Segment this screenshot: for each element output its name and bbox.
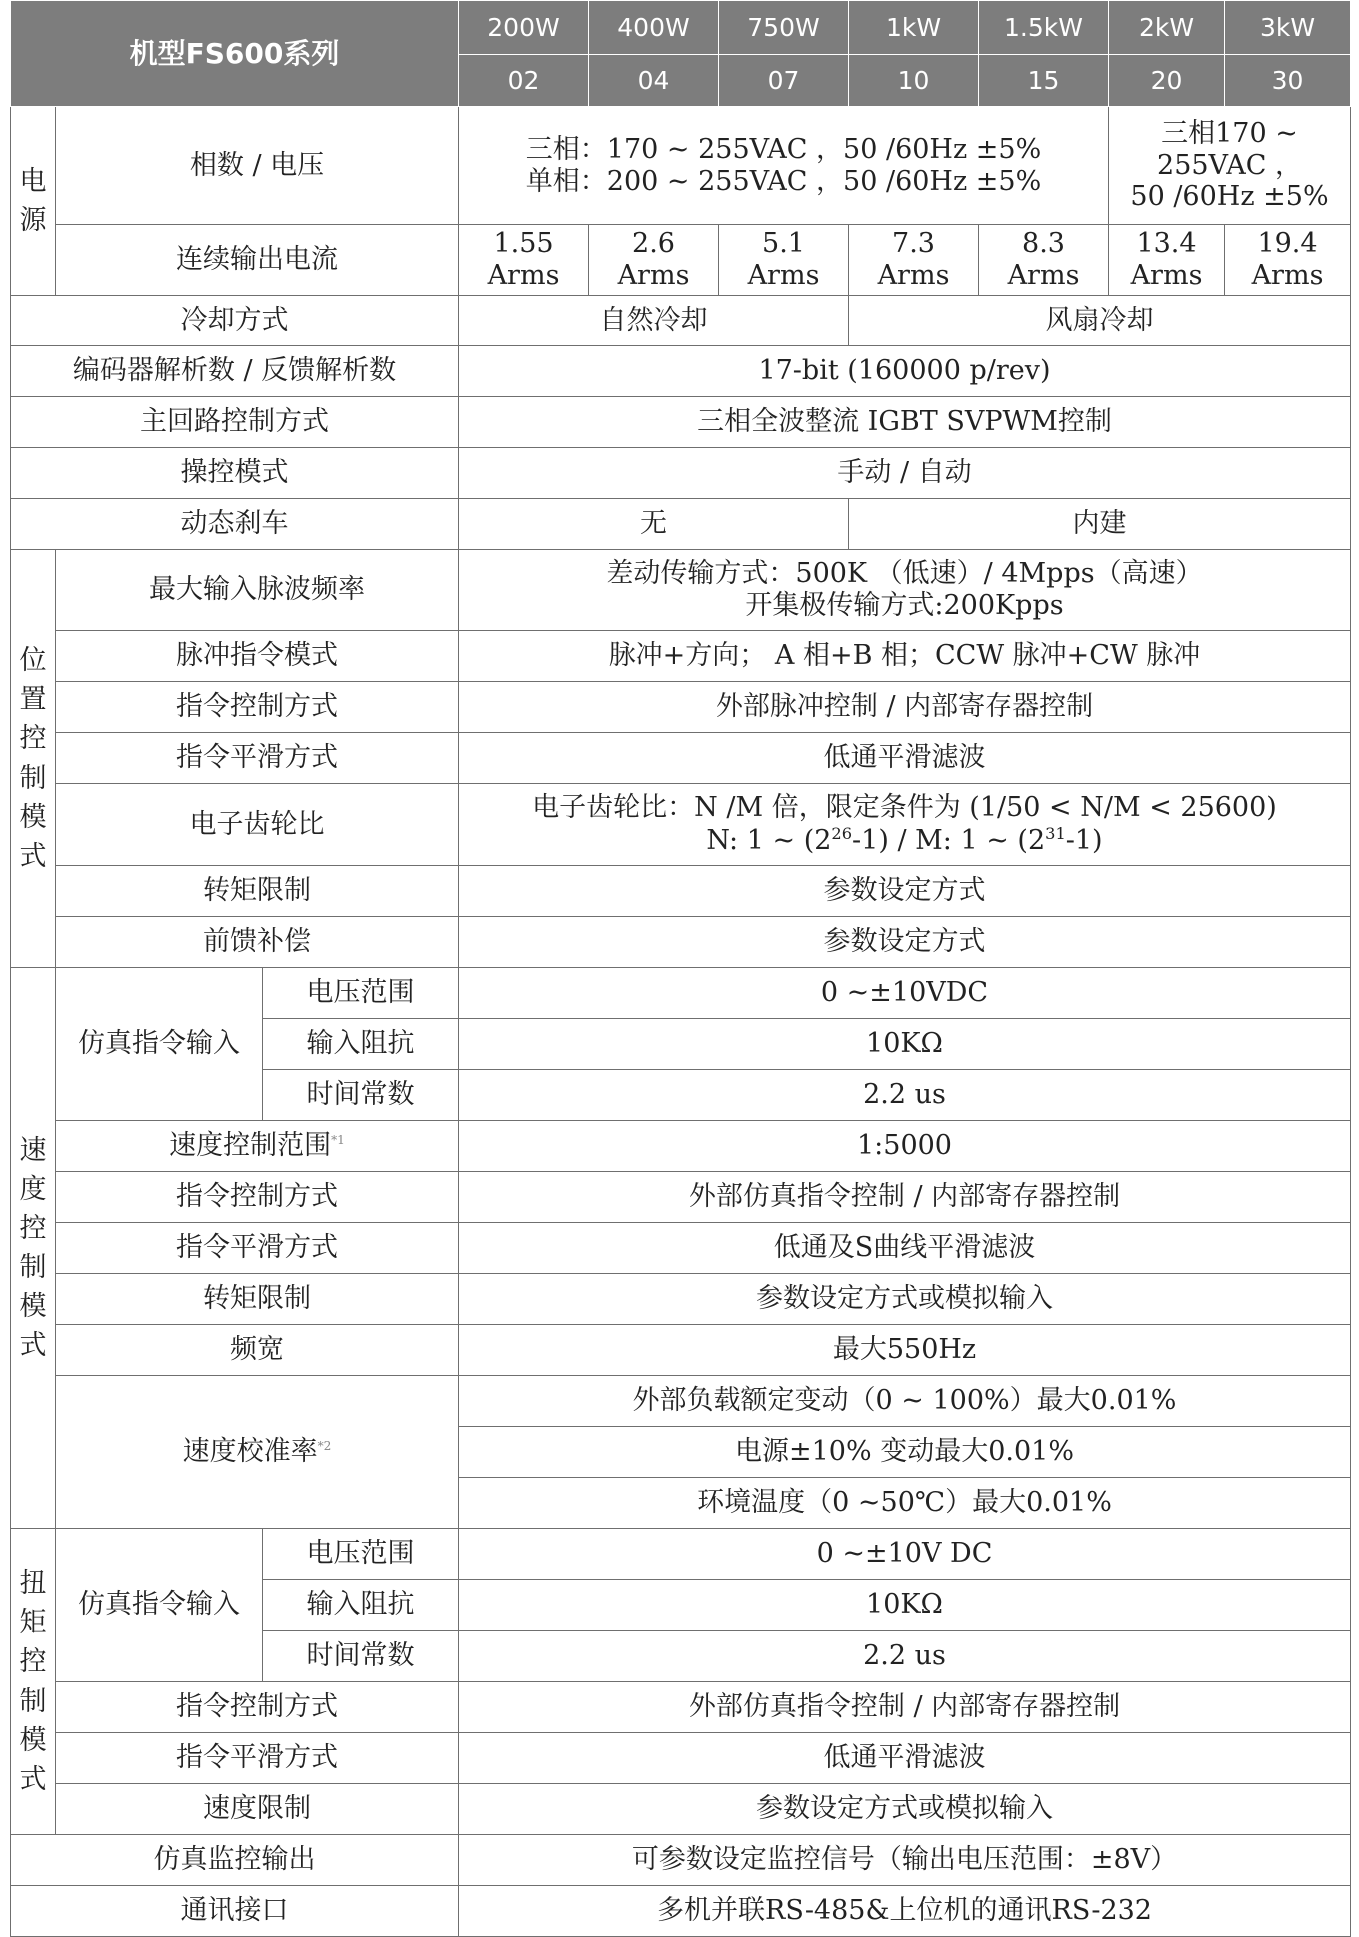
label-cooling: 冷却方式 bbox=[11, 296, 459, 346]
power-750w: 750W bbox=[719, 1, 849, 55]
series-title: 机型FS600系列 bbox=[11, 1, 459, 107]
code-04: 04 bbox=[589, 55, 719, 107]
row-speed-regulation-1 bbox=[11, 1376, 1351, 1427]
value-torque-voltage-range: 0 ~±10V DC bbox=[459, 1529, 1351, 1580]
row-max-pulse bbox=[11, 550, 1351, 631]
label-speed-range: 速度控制范围$^{*1}$ bbox=[56, 1121, 459, 1172]
value-comm-interface: 多机并联RS-485&上位机的通讯RS-232 bbox=[459, 1886, 1351, 1937]
value-operation-mode: 手动 / 自动 bbox=[459, 448, 1351, 499]
power-400w: 400W bbox=[589, 1, 719, 55]
label-speed-cmd-smooth: 指令平滑方式 bbox=[56, 1223, 459, 1274]
label-speed-cmd-control: 指令控制方式 bbox=[56, 1172, 459, 1223]
label-speed-analog-input: 仿真指令输入 bbox=[56, 968, 263, 1121]
value-speed-regulation-power: 电源±10% 变动最大0.01% bbox=[459, 1427, 1351, 1478]
label-operation-mode: 操控模式 bbox=[11, 448, 459, 499]
label-position-cmd-control: 指令控制方式 bbox=[56, 682, 459, 733]
row-torque-cmd-smooth bbox=[11, 1733, 1351, 1784]
value-speed-regulation-load: 外部负载额定变动（0 ~ 100%）最大0.01% bbox=[459, 1376, 1351, 1427]
label-analog-monitor: 仿真监控输出 bbox=[11, 1835, 459, 1886]
current-07: 5.1 Arms bbox=[719, 225, 849, 296]
row-bandwidth bbox=[11, 1325, 1351, 1376]
row-speed-limit bbox=[11, 1784, 1351, 1835]
label-torque-cmd-smooth: 指令平滑方式 bbox=[56, 1733, 459, 1784]
code-15: 15 bbox=[979, 55, 1109, 107]
label-output-current: 连续输出电流 bbox=[56, 225, 459, 296]
row-pulse-mode bbox=[11, 631, 1351, 682]
value-brake-none: 无 bbox=[459, 499, 849, 550]
gear-line-2: N: 1 ~ $(2^{26}-1)$ / M: 1 ~ $(2^{31}-1)$ bbox=[706, 824, 1103, 856]
value-phase-voltage-small: 三相：170 ~ 255VAC ，50 /60Hz ±5% 单相：200 ~ 255VAC ，50 /60Hz ±5% bbox=[459, 107, 1109, 225]
current-04: 2.6 Arms bbox=[589, 225, 719, 296]
row-torque-voltage-range bbox=[11, 1529, 1351, 1580]
row-encoder bbox=[11, 346, 1351, 397]
spec-sheet bbox=[10, 0, 1351, 1937]
current-30: 19.4 Arms bbox=[1225, 225, 1351, 296]
label-speed-voltage-range: 电压范围 bbox=[263, 968, 459, 1019]
value-speed-regulation-temp: 环境温度（0 ~50℃）最大0.01% bbox=[459, 1478, 1351, 1529]
label-speed-limit: 速度限制 bbox=[56, 1784, 459, 1835]
value-cooling-fan: 风扇冷却 bbox=[849, 296, 1351, 346]
row-dynamic-brake bbox=[11, 499, 1351, 550]
row-speed-cmd-smooth bbox=[11, 1223, 1351, 1274]
label-comm-interface: 通讯接口 bbox=[11, 1886, 459, 1937]
row-analog-monitor bbox=[11, 1835, 1351, 1886]
row-feedforward bbox=[11, 917, 1351, 968]
label-phase-voltage: 相数 / 电压 bbox=[56, 107, 459, 225]
label-max-pulse: 最大输入脉波频率 bbox=[56, 550, 459, 631]
value-brake-builtin: 内建 bbox=[849, 499, 1351, 550]
row-comm-interface bbox=[11, 1886, 1351, 1937]
power-3kw: 3kW bbox=[1225, 1, 1351, 55]
value-max-pulse: 差动传输方式：500K （低速）/ 4Mpps（高速） 开集极传输方式:200Kpps bbox=[459, 550, 1351, 631]
group-speed-control: 速度控制模式 bbox=[11, 968, 56, 1529]
row-torque-cmd-control bbox=[11, 1682, 1351, 1733]
value-torque-impedance: 10KΩ bbox=[459, 1580, 1351, 1631]
group-position-control: 位置控制模式 bbox=[11, 550, 56, 968]
label-speed-impedance: 输入阻抗 bbox=[263, 1019, 459, 1070]
code-30: 30 bbox=[1225, 55, 1351, 107]
row-speed-range bbox=[11, 1121, 1351, 1172]
spec-table bbox=[10, 0, 1351, 1937]
power-1-5kw: 1.5kW bbox=[979, 1, 1109, 55]
row-electronic-gear bbox=[11, 784, 1351, 866]
value-position-cmd-smooth: 低通平滑滤波 bbox=[459, 733, 1351, 784]
value-speed-voltage-range: 0 ~±10VDC bbox=[459, 968, 1351, 1019]
label-torque-cmd-control: 指令控制方式 bbox=[56, 1682, 459, 1733]
footnote-2: *2 bbox=[317, 1439, 332, 1454]
row-output-current bbox=[11, 225, 1351, 296]
footnote-1: *1 bbox=[331, 1133, 345, 1148]
row-position-cmd-control bbox=[11, 682, 1351, 733]
label-torque-time-constant: 时间常数 bbox=[263, 1631, 459, 1682]
label-torque-analog-input: 仿真指令输入 bbox=[56, 1529, 263, 1682]
label-main-circuit: 主回路控制方式 bbox=[11, 397, 459, 448]
group-torque-control: 扭矩控制模式 bbox=[11, 1529, 56, 1835]
value-speed-cmd-smooth: 低通及S曲线平滑滤波 bbox=[459, 1223, 1351, 1274]
row-speed-cmd-control bbox=[11, 1172, 1351, 1223]
current-15: 8.3 Arms bbox=[979, 225, 1109, 296]
row-operation-mode bbox=[11, 448, 1351, 499]
row-position-torque-limit bbox=[11, 866, 1351, 917]
value-speed-range: 1:5000 bbox=[459, 1121, 1351, 1172]
row-phase-voltage bbox=[11, 107, 1351, 225]
label-dynamic-brake: 动态刹车 bbox=[11, 499, 459, 550]
row-speed-torque-limit bbox=[11, 1274, 1351, 1325]
current-02: 1.55 Arms bbox=[459, 225, 589, 296]
value-phase-voltage-large: 三相170 ~ 255VAC ， 50 /60Hz ±5% bbox=[1109, 107, 1351, 225]
label-torque-voltage-range: 电压范围 bbox=[263, 1529, 459, 1580]
current-20: 13.4 Arms bbox=[1109, 225, 1225, 296]
label-speed-torque-limit: 转矩限制 bbox=[56, 1274, 459, 1325]
code-07: 07 bbox=[719, 55, 849, 107]
group-power-supply: 电源 bbox=[11, 107, 56, 296]
label-bandwidth: 频宽 bbox=[56, 1325, 459, 1376]
label-position-cmd-smooth: 指令平滑方式 bbox=[56, 733, 459, 784]
value-speed-torque-limit: 参数设定方式或模拟输入 bbox=[459, 1274, 1351, 1325]
value-feedforward: 参数设定方式 bbox=[459, 917, 1351, 968]
power-2kw: 2kW bbox=[1109, 1, 1225, 55]
row-cooling bbox=[11, 296, 1351, 346]
row-position-cmd-smooth bbox=[11, 733, 1351, 784]
gear-line-1: 电子齿轮比：N /M 倍，限定条件为 (1/50 < N/M < 25600) bbox=[532, 792, 1277, 824]
label-electronic-gear: 电子齿轮比 bbox=[56, 784, 459, 866]
value-cooling-natural: 自然冷却 bbox=[459, 296, 849, 346]
label-position-torque-limit: 转矩限制 bbox=[56, 866, 459, 917]
label-speed-time-constant: 时间常数 bbox=[263, 1070, 459, 1121]
value-bandwidth: 最大550Hz bbox=[459, 1325, 1351, 1376]
value-position-torque-limit: 参数设定方式 bbox=[459, 866, 1351, 917]
label-torque-impedance: 输入阻抗 bbox=[263, 1580, 459, 1631]
value-electronic-gear bbox=[459, 784, 1351, 866]
label-pulse-mode: 脉冲指令模式 bbox=[56, 631, 459, 682]
row-main-circuit bbox=[11, 397, 1351, 448]
value-position-cmd-control: 外部脉冲控制 / 内部寄存器控制 bbox=[459, 682, 1351, 733]
value-speed-cmd-control: 外部仿真指令控制 / 内部寄存器控制 bbox=[459, 1172, 1351, 1223]
value-speed-impedance: 10KΩ bbox=[459, 1019, 1351, 1070]
value-speed-time-constant: 2.2 us bbox=[459, 1070, 1351, 1121]
value-torque-cmd-smooth: 低通平滑滤波 bbox=[459, 1733, 1351, 1784]
value-encoder: 17-bit (160000 p/rev) bbox=[459, 346, 1351, 397]
power-1kw: 1kW bbox=[849, 1, 979, 55]
code-02: 02 bbox=[459, 55, 589, 107]
value-pulse-mode: 脉冲+方向； A 相+B 相；CCW 脉冲+CW 脉冲 bbox=[459, 631, 1351, 682]
code-10: 10 bbox=[849, 55, 979, 107]
row-speed-voltage-range bbox=[11, 968, 1351, 1019]
power-200w: 200W bbox=[459, 1, 589, 55]
label-speed-regulation: 速度校准率$^{*2}$ bbox=[56, 1376, 459, 1529]
value-torque-cmd-control: 外部仿真指令控制 / 内部寄存器控制 bbox=[459, 1682, 1351, 1733]
value-main-circuit: 三相全波整流 IGBT SVPWM控制 bbox=[459, 397, 1351, 448]
value-analog-monitor: 可参数设定监控信号（输出电压范围：±8V） bbox=[459, 1835, 1351, 1886]
code-20: 20 bbox=[1109, 55, 1225, 107]
value-torque-time-constant: 2.2 us bbox=[459, 1631, 1351, 1682]
value-speed-limit: 参数设定方式或模拟输入 bbox=[459, 1784, 1351, 1835]
header-row-power bbox=[11, 1, 1351, 55]
label-feedforward: 前馈补偿 bbox=[56, 917, 459, 968]
label-encoder: 编码器解析数 / 反馈解析数 bbox=[11, 346, 459, 397]
current-10: 7.3 Arms bbox=[849, 225, 979, 296]
